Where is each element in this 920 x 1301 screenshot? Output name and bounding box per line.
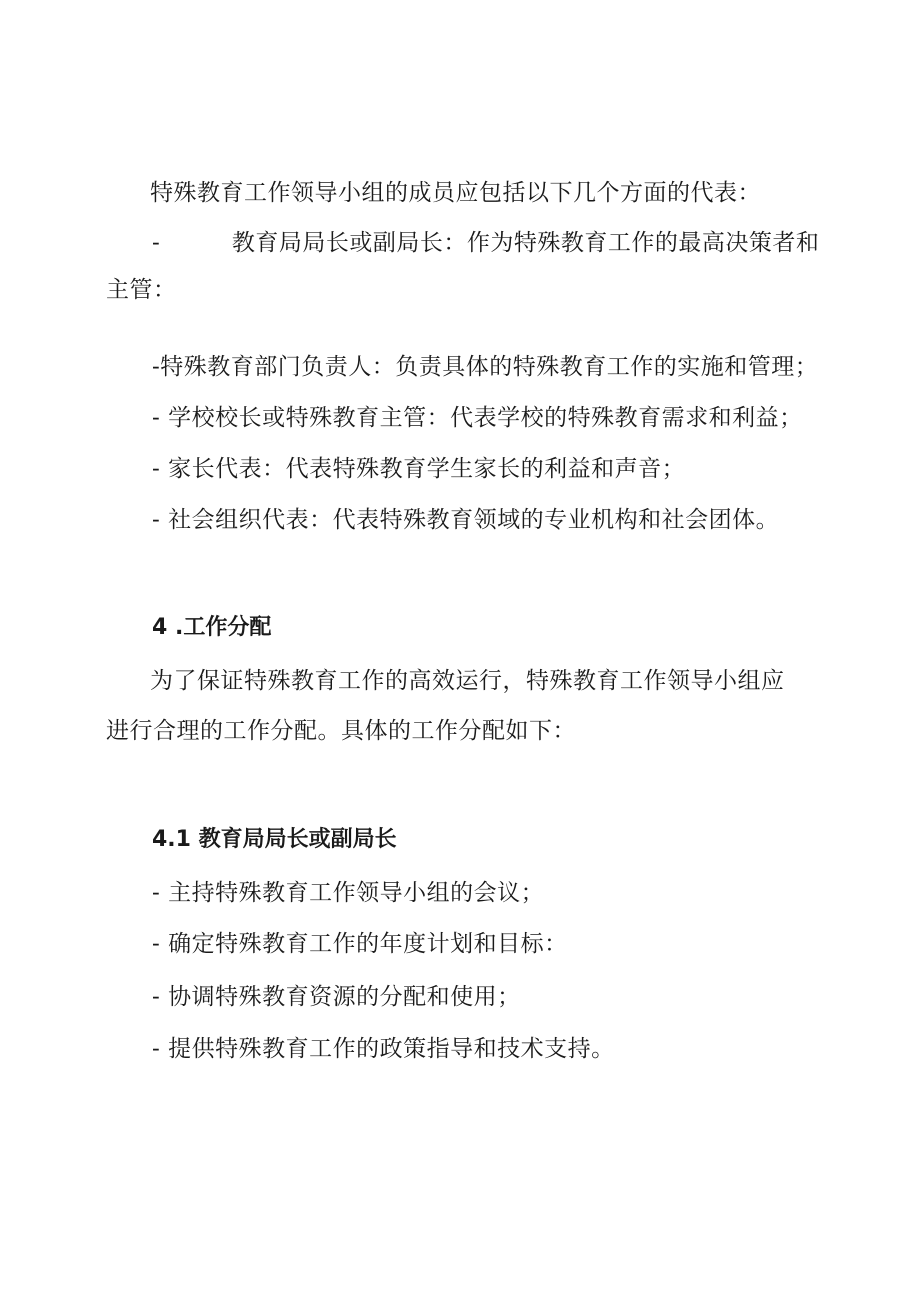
member-item-principal: - 学校校长或特殊教育主管：代表学校的特殊教育需求和利益； <box>152 405 803 431</box>
member-item-director-text: 教育局局长或副局长：作为特殊教育工作的最高决策者和 <box>231 230 820 256</box>
member-item-director-continued: 主管： <box>106 277 177 303</box>
member-item-social-org: - 社会组织代表：代表特殊教育领域的专业机构和社会团体。 <box>152 507 780 533</box>
duty-item-plan: - 确定特殊教育工作的年度计划和目标： <box>152 931 568 957</box>
members-intro: 特殊教育工作领导小组的成员应包括以下几个方面的代表： <box>150 180 761 206</box>
section-4-paragraph-line1: 为了保证特殊教育工作的高效运行，特殊教育工作领导小组应 <box>150 668 785 694</box>
member-item-director <box>152 228 819 258</box>
section-4-paragraph-line2: 进行合理的工作分配。具体的工作分配如下： <box>106 718 576 744</box>
section-4-heading: 4 .工作分配 <box>152 615 272 640</box>
member-item-parent: - 家长代表：代表特殊教育学生家长的利益和声音； <box>152 456 686 482</box>
list-dash: - <box>152 230 161 256</box>
duty-item-resources: - 协调特殊教育资源的分配和使用； <box>152 984 521 1010</box>
section-4-1-heading: 4.1 教育局局长或副局长 <box>152 827 397 852</box>
duty-item-meeting: - 主持特殊教育工作领导小组的会议； <box>152 880 545 906</box>
member-item-dept-head: -特殊教育部门负责人：负责具体的特殊教育工作的实施和管理； <box>152 354 819 380</box>
duty-item-policy: - 提供特殊教育工作的政策指导和技术支持。 <box>152 1036 615 1062</box>
